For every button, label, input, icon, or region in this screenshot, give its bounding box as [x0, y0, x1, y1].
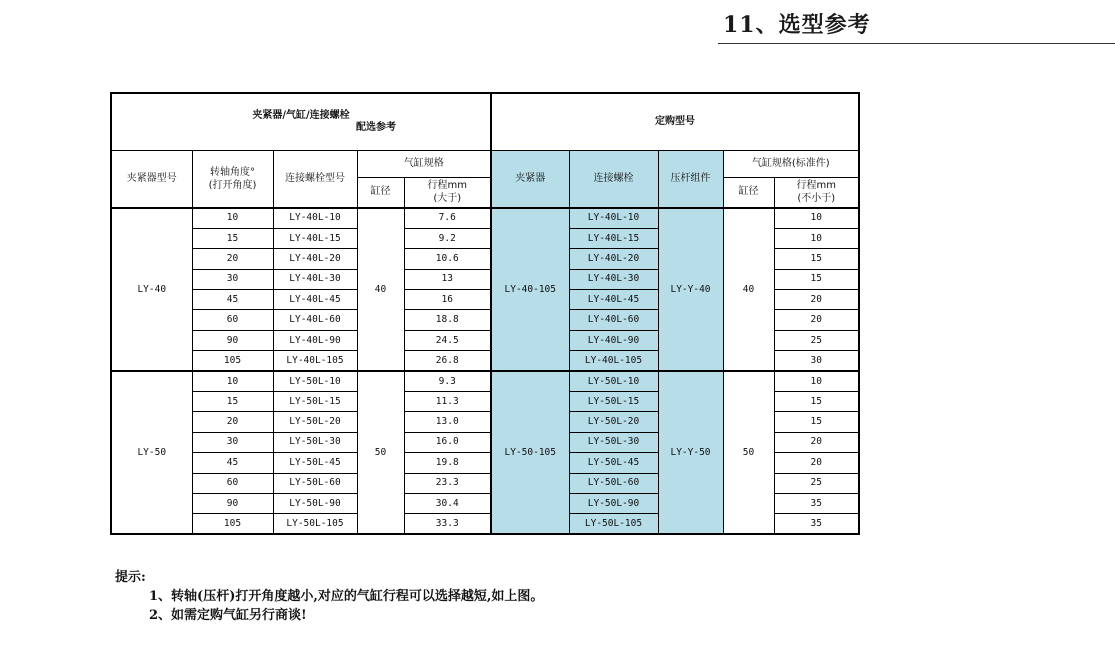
order-bolt-cell: LY-40L-30	[569, 269, 658, 289]
bolt-model-cell: LY-40L-105	[273, 351, 357, 371]
header-bore: 缸径	[357, 177, 404, 208]
std-stroke-cell: 35	[774, 493, 859, 513]
selection-reference-table	[110, 92, 860, 535]
note-item: 1、转轴(压杆)打开角度越小,对应的气缸行程可以选择越短,如上图。	[149, 589, 544, 604]
left-group-title	[111, 93, 491, 150]
order-bolt-cell: LY-50L-20	[569, 412, 658, 432]
stroke-cell: 13.0	[404, 412, 491, 432]
left-group-title-line1: 夹紧器/气缸/连接螺栓	[252, 109, 350, 121]
angle-cell: 105	[192, 514, 273, 534]
stroke-cell: 16.0	[404, 432, 491, 452]
bolt-model-cell: LY-50L-105	[273, 514, 357, 534]
notes-heading: 提示:	[115, 570, 146, 585]
table-row	[111, 371, 859, 391]
stroke-cell: 23.3	[404, 473, 491, 493]
bore-cell: 40	[357, 208, 404, 371]
std-stroke-cell: 20	[774, 290, 859, 310]
stroke-cell: 10.6	[404, 249, 491, 269]
note-item: 2、如需定购气缸另行商谈!	[149, 608, 307, 623]
order-bolt-cell: LY-40L-20	[569, 249, 658, 269]
angle-cell: 15	[192, 228, 273, 248]
bolt-model-cell: LY-40L-10	[273, 208, 357, 228]
stroke-cell: 7.6	[404, 208, 491, 228]
header-std-stroke	[774, 177, 859, 208]
section-title: 11、选型参考	[723, 12, 871, 38]
header-std-stroke-line1: 行程mm	[796, 180, 836, 192]
stroke-cell: 16	[404, 290, 491, 310]
header-shaft-angle	[192, 150, 273, 208]
std-stroke-cell: 10	[774, 371, 859, 391]
header-bolt-model: 连接螺栓型号	[273, 150, 357, 208]
header-shaft-angle-line1: 转轴角度°	[210, 166, 255, 178]
bolt-model-cell: LY-50L-30	[273, 432, 357, 452]
order-bolt-cell: LY-50L-10	[569, 371, 658, 391]
order-bolt-cell: LY-50L-60	[569, 473, 658, 493]
order-bolt-cell: LY-50L-15	[569, 392, 658, 412]
angle-cell: 10	[192, 371, 273, 391]
header-clamp-model: 夹紧器型号	[111, 150, 192, 208]
std-stroke-cell: 20	[774, 432, 859, 452]
order-clamp-cell: LY-40-105	[491, 208, 569, 371]
std-stroke-cell: 20	[774, 453, 859, 473]
order-lever-cell: LY-Y-40	[658, 208, 723, 371]
angle-cell: 20	[192, 249, 273, 269]
order-bolt-cell: LY-40L-105	[569, 351, 658, 371]
notes-block	[115, 568, 543, 625]
angle-cell: 105	[192, 351, 273, 371]
stroke-cell: 30.4	[404, 493, 491, 513]
stroke-cell: 9.3	[404, 371, 491, 391]
stroke-cell: 11.3	[404, 392, 491, 412]
clamp-model-cell: LY-50	[111, 371, 192, 534]
order-bolt-cell: LY-50L-30	[569, 432, 658, 452]
bolt-model-cell: LY-40L-20	[273, 249, 357, 269]
angle-cell: 60	[192, 473, 273, 493]
clamp-model-cell: LY-40	[111, 208, 192, 371]
bolt-model-cell: LY-50L-60	[273, 473, 357, 493]
angle-cell: 30	[192, 269, 273, 289]
order-clamp-cell: LY-50-105	[491, 371, 569, 534]
std-stroke-cell: 25	[774, 330, 859, 350]
bore-cell: 50	[357, 371, 404, 534]
angle-cell: 90	[192, 493, 273, 513]
right-group-title: 定购型号	[491, 93, 859, 150]
bolt-model-cell: LY-40L-45	[273, 290, 357, 310]
stroke-cell: 19.8	[404, 453, 491, 473]
std-stroke-cell: 15	[774, 412, 859, 432]
std-bore-cell: 50	[723, 371, 774, 534]
bolt-model-cell: LY-50L-45	[273, 453, 357, 473]
std-stroke-cell: 15	[774, 249, 859, 269]
angle-cell: 30	[192, 432, 273, 452]
angle-cell: 20	[192, 412, 273, 432]
left-group-title-line2: 配选参考	[356, 121, 396, 133]
order-bolt-cell: LY-50L-90	[569, 493, 658, 513]
std-stroke-cell: 35	[774, 514, 859, 534]
std-stroke-cell: 10	[774, 228, 859, 248]
header-order-lever: 压杆组件	[658, 150, 723, 208]
header-order-clamp: 夹紧器	[491, 150, 569, 208]
std-stroke-cell: 20	[774, 310, 859, 330]
angle-cell: 45	[192, 453, 273, 473]
order-bolt-cell: LY-50L-45	[569, 453, 658, 473]
order-bolt-cell: LY-40L-45	[569, 290, 658, 310]
order-bolt-cell: LY-50L-105	[569, 514, 658, 534]
bolt-model-cell: LY-50L-20	[273, 412, 357, 432]
std-bore-cell: 40	[723, 208, 774, 371]
order-bolt-cell: LY-40L-15	[569, 228, 658, 248]
header-stroke	[404, 177, 491, 208]
bolt-model-cell: LY-50L-90	[273, 493, 357, 513]
bolt-model-cell: LY-50L-10	[273, 371, 357, 391]
std-stroke-cell: 10	[774, 208, 859, 228]
angle-cell: 45	[192, 290, 273, 310]
order-bolt-cell: LY-40L-10	[569, 208, 658, 228]
stroke-cell: 18.8	[404, 310, 491, 330]
bolt-model-cell: LY-40L-60	[273, 310, 357, 330]
std-stroke-cell: 15	[774, 392, 859, 412]
header-order-bolt: 连接螺栓	[569, 150, 658, 208]
header-cylinder-spec: 气缸规格	[357, 150, 491, 177]
header-stroke-line1: 行程mm	[427, 180, 467, 192]
header-std-stroke-line2: (不小于)	[797, 193, 836, 205]
header-stroke-line2: (大于)	[433, 193, 462, 205]
stroke-cell: 26.8	[404, 351, 491, 371]
stroke-cell: 33.3	[404, 514, 491, 534]
header-std-cylinder-spec: 气缸规格(标准件)	[723, 150, 859, 177]
stroke-cell: 13	[404, 269, 491, 289]
angle-cell: 60	[192, 310, 273, 330]
order-bolt-cell: LY-40L-60	[569, 310, 658, 330]
order-lever-cell: LY-Y-50	[658, 371, 723, 534]
bolt-model-cell: LY-40L-90	[273, 330, 357, 350]
bolt-model-cell: LY-40L-30	[273, 269, 357, 289]
bolt-model-cell: LY-40L-15	[273, 228, 357, 248]
angle-cell: 90	[192, 330, 273, 350]
stroke-cell: 24.5	[404, 330, 491, 350]
header-shaft-angle-line2: (打开角度)	[208, 179, 257, 191]
std-stroke-cell: 25	[774, 473, 859, 493]
stroke-cell: 9.2	[404, 228, 491, 248]
angle-cell: 15	[192, 392, 273, 412]
bolt-model-cell: LY-50L-15	[273, 392, 357, 412]
std-stroke-cell: 15	[774, 269, 859, 289]
title-underline	[718, 43, 1115, 44]
header-std-bore: 缸径	[723, 177, 774, 208]
std-stroke-cell: 30	[774, 351, 859, 371]
order-bolt-cell: LY-40L-90	[569, 330, 658, 350]
table-row	[111, 208, 859, 228]
angle-cell: 10	[192, 208, 273, 228]
